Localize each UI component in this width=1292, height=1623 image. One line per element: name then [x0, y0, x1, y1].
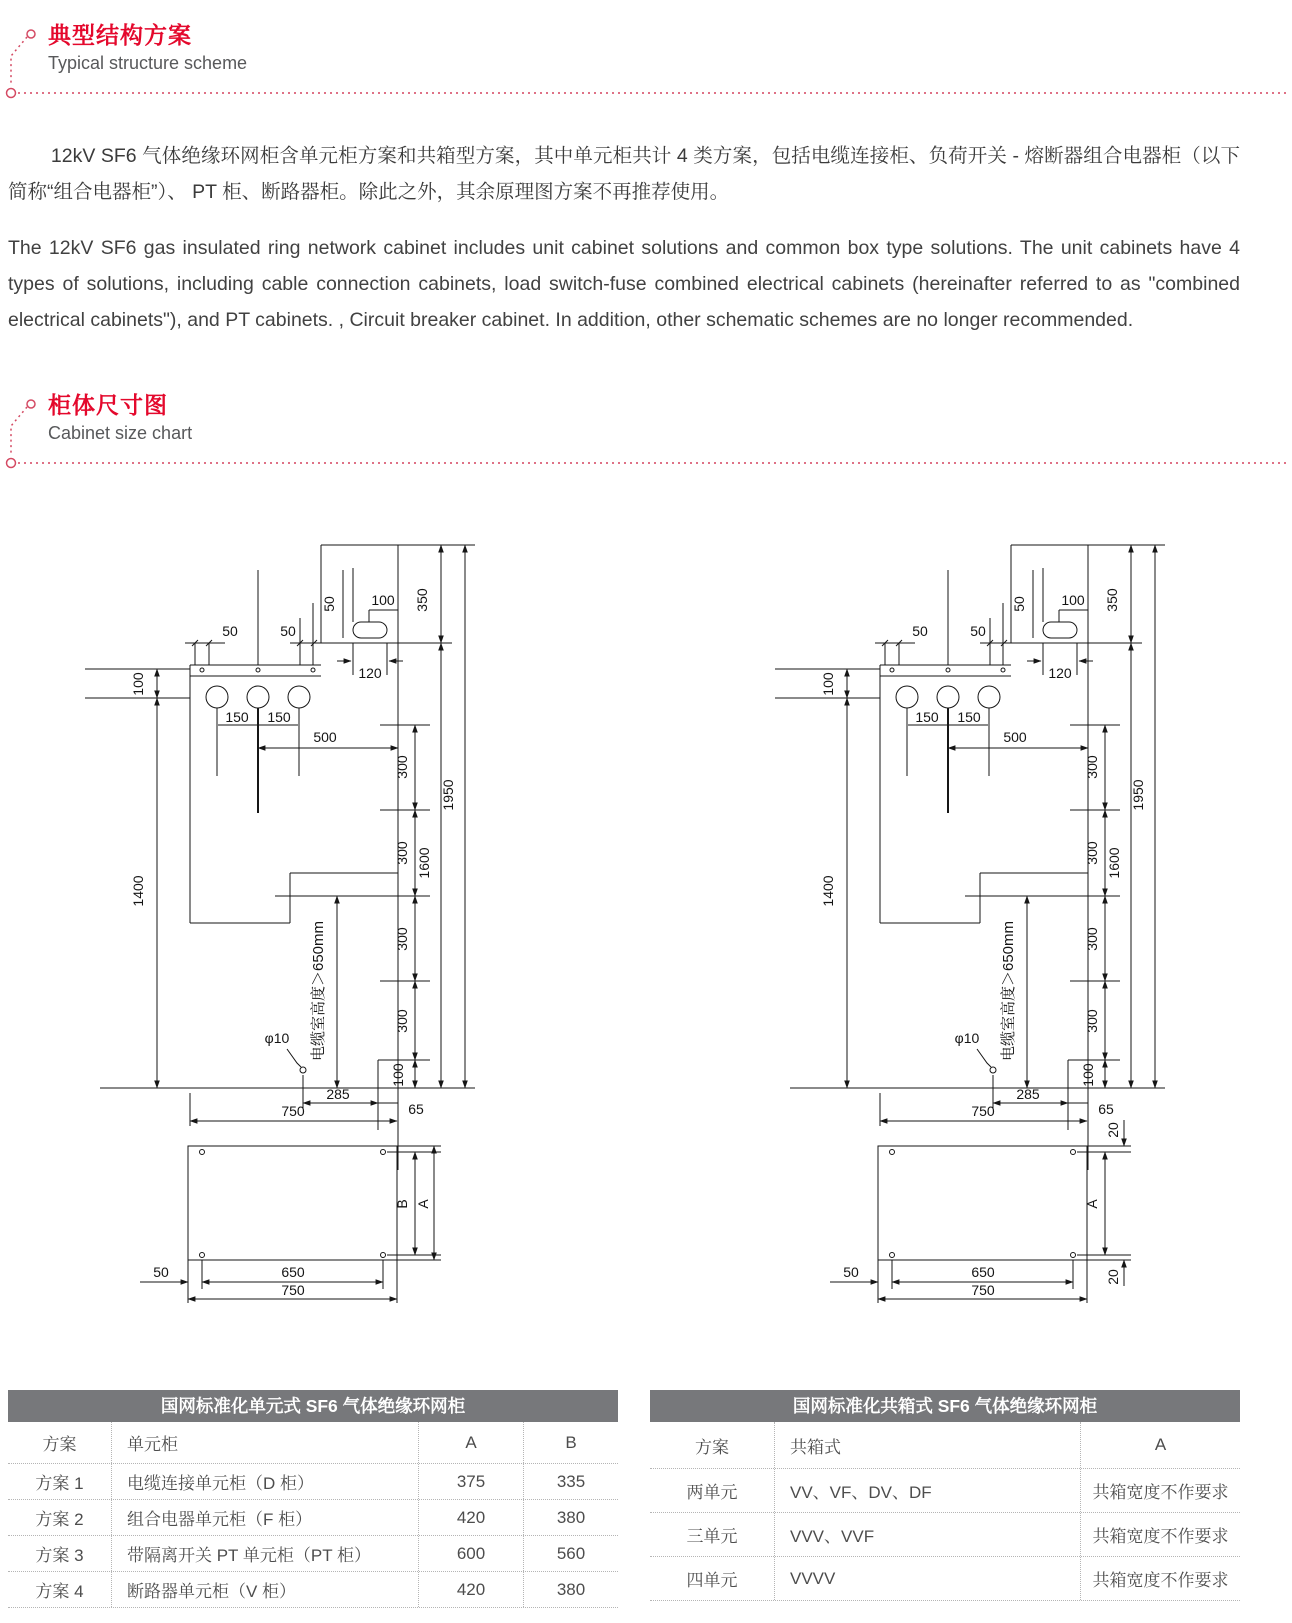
- table-cell: 两单元: [686, 1483, 738, 1502]
- dim-100-label: 100: [820, 672, 836, 696]
- table-cell: 方案 4: [35, 1582, 84, 1601]
- common-box-cabinet-dimension-drawing: [775, 503, 1175, 1303]
- base-hole: [381, 1253, 386, 1258]
- base-hole: [200, 1150, 205, 1155]
- deco-circle-icon: [27, 30, 35, 38]
- table-cell: 四单元: [686, 1571, 738, 1590]
- dim-650-label: 650: [971, 1264, 995, 1280]
- phi10-leader-line: [977, 1049, 991, 1067]
- section-title-en: Typical structure scheme: [48, 53, 248, 73]
- base-hole: [890, 1253, 895, 1258]
- dim-750-label: 750: [281, 1103, 305, 1119]
- dim-phi10-label: φ10: [264, 1030, 290, 1046]
- dimension-lines: [140, 545, 465, 1299]
- table-row: [8, 1572, 618, 1608]
- base-hole: [1071, 1150, 1076, 1155]
- table-header-row: [8, 1422, 618, 1464]
- mounting-hole: [946, 668, 950, 672]
- table-cell: 380: [523, 1500, 618, 1535]
- dim-300-label: 300: [1084, 1009, 1100, 1033]
- cable-room-height-note: 电缆室高度＞650mm: [1000, 920, 1017, 1062]
- table-cell: 600: [418, 1536, 523, 1571]
- section-title-zh: 柜体尺寸图: [48, 392, 168, 418]
- dim-650-label: 650: [281, 1264, 305, 1280]
- cabinet-outline: [188, 545, 475, 1260]
- dim-20-label: 20: [1105, 1122, 1121, 1138]
- bushing-circle: [206, 686, 228, 708]
- mounting-hole: [1001, 668, 1005, 672]
- dim-750-label: 750: [971, 1103, 995, 1119]
- common-box-type-table: [650, 1390, 1240, 1601]
- dim-1600-label: 1600: [416, 847, 432, 879]
- dim-65-label: 65: [408, 1101, 424, 1117]
- dim-150-label: 150: [267, 709, 291, 725]
- cable-room-height-note: 电缆室高度＞650mm: [310, 920, 327, 1062]
- dimension-lines: [830, 545, 1155, 1299]
- dim-1400-label: 1400: [820, 875, 836, 907]
- dim-500-label: 500: [1003, 729, 1027, 745]
- dim-750-label: 750: [281, 1282, 305, 1298]
- dim-285-label: 285: [1016, 1086, 1040, 1102]
- dim-50-label: 50: [970, 623, 986, 639]
- column-header: A: [1080, 1422, 1240, 1468]
- table-cell: 断路器单元柜（V 柜）: [111, 1572, 418, 1607]
- table-cell: VV、VF、DV、DF: [774, 1469, 1080, 1512]
- dim-50-label: 50: [843, 1264, 859, 1280]
- table-cell: 共箱宽度不作要求: [1080, 1513, 1240, 1556]
- mounting-hole: [311, 668, 315, 672]
- lifting-handle: [1043, 622, 1077, 638]
- column-header: 单元柜: [111, 1422, 418, 1463]
- dim-50-label: 50: [222, 623, 238, 639]
- dim-300-label: 300: [394, 755, 410, 779]
- section-typical-structure-header: [0, 20, 1292, 100]
- dim-A-label: A: [1084, 1199, 1100, 1209]
- base-hole: [381, 1150, 386, 1155]
- dim-300-label: 300: [1084, 755, 1100, 779]
- table-row: [8, 1500, 618, 1536]
- dim-120-label: 120: [1048, 665, 1072, 681]
- table-cell: 方案 3: [35, 1546, 84, 1565]
- phi10-hole: [300, 1067, 306, 1073]
- intro-paragraph-zh: 12kV SF6 气体绝缘环网柜含单元柜方案和共箱型方案，其中单元柜共计 4 类方案，包括电缆连接柜、负荷开关 - 熔断器组合电器柜（以下简称“组合电器柜”）、 PT 柜、断路器柜。除此之外，其余原理图方案不再推荐使用。: [8, 145, 1240, 203]
- deco-circle-icon: [27, 400, 35, 408]
- dim-50-label: 50: [153, 1264, 169, 1280]
- deco-dotted-path: [11, 37, 27, 86]
- dim-750-label: 750: [971, 1282, 995, 1298]
- table-cell: 电缆连接单元柜（D 柜）: [111, 1464, 418, 1499]
- dim-A-label: A: [415, 1199, 431, 1209]
- dim-300-label: 300: [394, 841, 410, 865]
- unit-cabinet-dimension-drawing: [85, 503, 485, 1303]
- dim-phi10-label: φ10: [954, 1030, 980, 1046]
- table-row: [8, 1536, 618, 1572]
- table-cell: 方案 1: [35, 1474, 84, 1493]
- dim-1600-label: 1600: [1106, 847, 1122, 879]
- dim-285-label: 285: [326, 1086, 350, 1102]
- section-title-en: Cabinet size chart: [48, 423, 193, 443]
- table-cell: 375: [418, 1464, 523, 1499]
- dim-150-label: 150: [225, 709, 249, 725]
- deco-circle-icon: [7, 89, 16, 98]
- dim-100-label: 100: [390, 1063, 406, 1087]
- bushing-circle: [978, 686, 1000, 708]
- column-header: 方案: [42, 1435, 77, 1454]
- deco-dotted-path: [11, 407, 27, 456]
- dim-100-label: 100: [1080, 1063, 1096, 1087]
- table-cell: VVV、VVF: [774, 1513, 1080, 1556]
- unit-type-table: [8, 1390, 618, 1608]
- table-header-row: [650, 1422, 1240, 1469]
- mounting-hole: [890, 668, 894, 672]
- dim-1950-label: 1950: [1130, 779, 1146, 811]
- table-cell: 组合电器单元柜（F 柜）: [111, 1500, 418, 1535]
- column-header: 共箱式: [774, 1422, 1080, 1468]
- lifting-handle: [353, 622, 387, 638]
- dim-100-label: 100: [1061, 592, 1085, 608]
- dim-50-label: 50: [321, 596, 337, 612]
- dim-500-label: 500: [313, 729, 337, 745]
- table-row: [650, 1557, 1240, 1601]
- dim-100-label: 100: [371, 592, 395, 608]
- table-cell: 方案 2: [35, 1510, 84, 1529]
- base-hole: [1071, 1253, 1076, 1258]
- table-row: [650, 1469, 1240, 1513]
- dim-1950-label: 1950: [440, 779, 456, 811]
- dim-300-label: 300: [394, 1009, 410, 1033]
- dim-300-label: 300: [1084, 927, 1100, 951]
- section-cabinet-size-header: [0, 390, 1292, 470]
- column-header: A: [418, 1422, 523, 1463]
- deco-circle-icon: [7, 459, 16, 468]
- dim-1400-label: 1400: [130, 875, 146, 907]
- base-plan-rectangle: [188, 1146, 397, 1260]
- table-cell: 三单元: [686, 1527, 738, 1546]
- bushing-circle: [288, 686, 310, 708]
- table-cell: 共箱宽度不作要求: [1080, 1469, 1240, 1512]
- table-cell: 335: [523, 1464, 618, 1499]
- bushing-circle: [896, 686, 918, 708]
- table-cell: 420: [418, 1572, 523, 1607]
- dim-150-label: 150: [915, 709, 939, 725]
- dim-350-label: 350: [1104, 588, 1120, 612]
- column-header: B: [523, 1422, 618, 1463]
- table-cell: 共箱宽度不作要求: [1080, 1557, 1240, 1600]
- dim-50-label: 50: [912, 623, 928, 639]
- base-plan-rectangle: [878, 1146, 1087, 1260]
- dim-B-label: B: [394, 1199, 410, 1209]
- dim-50-label: 50: [280, 623, 296, 639]
- column-header: 方案: [695, 1437, 729, 1457]
- table-row: [8, 1464, 618, 1500]
- table-cell: 420: [418, 1500, 523, 1535]
- table-cell: VVVV: [774, 1557, 1080, 1600]
- common-box-table-title: 国网标准化共箱式 SF6 气体绝缘环网柜: [650, 1390, 1240, 1422]
- bushing-circle: [937, 686, 959, 708]
- dim-50-label: 50: [1011, 596, 1027, 612]
- phi10-hole: [990, 1067, 996, 1073]
- dim-300-label: 300: [1084, 841, 1100, 865]
- phi10-leader-line: [287, 1049, 301, 1067]
- table-cell: 560: [523, 1536, 618, 1571]
- section-title-zh: 典型结构方案: [48, 22, 192, 48]
- unit-type-table-title: 国网标准化单元式 SF6 气体绝缘环网柜: [8, 1390, 618, 1422]
- dim-150-label: 150: [957, 709, 981, 725]
- dim-350-label: 350: [414, 588, 430, 612]
- mounting-hole: [256, 668, 260, 672]
- dim-65-label: 65: [1098, 1101, 1114, 1117]
- table-row: [650, 1513, 1240, 1557]
- cabinet-outline: [878, 545, 1165, 1260]
- bushing-circle: [247, 686, 269, 708]
- intro-paragraph-en: The 12kV SF6 gas insulated ring network cabinet includes unit cabinet solutions and common box type solutions. The unit cabinets have 4 types of solutions, including cable connection cabinets, load switch-fuse combined electrical cabinets (hereinafter referred to as "combined electrical cabinets"), and PT cabinets. , Circuit breaker cabinet. In addition, other schematic schemes are no longer recommended.: [8, 237, 1240, 331]
- base-hole: [890, 1150, 895, 1155]
- dim-300-label: 300: [394, 927, 410, 951]
- dim-20-label: 20: [1105, 1269, 1121, 1285]
- mounting-hole: [200, 668, 204, 672]
- section-dotted-decoration: [0, 390, 1292, 470]
- dim-120-label: 120: [358, 665, 382, 681]
- dim-100-label: 100: [130, 672, 146, 696]
- base-hole: [200, 1253, 205, 1258]
- table-cell: 380: [523, 1572, 618, 1607]
- table-cell: 带隔离开关 PT 单元柜（PT 柜）: [111, 1536, 418, 1571]
